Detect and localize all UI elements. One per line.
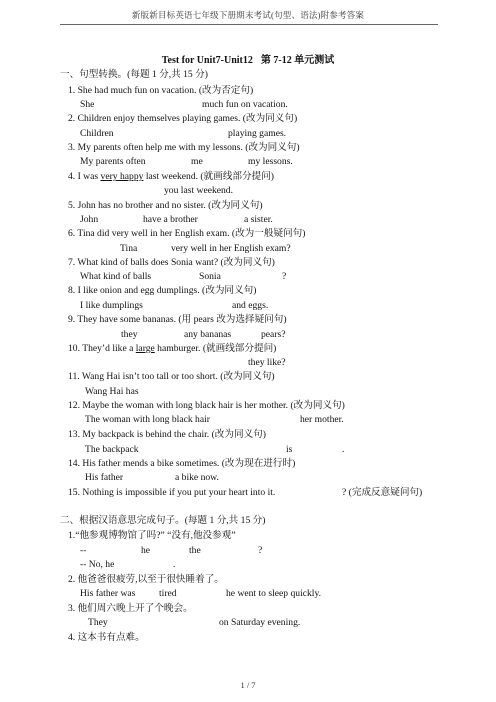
line-fragment: John [80, 214, 99, 225]
text-line: 1.“他参观博物馆了吗?” “没有,他没参观” [68, 530, 236, 541]
line-fragment: they [121, 329, 138, 340]
text-line [68, 171, 274, 183]
line-fragment: is [286, 444, 293, 455]
line-fragment: I like dumplings [80, 300, 143, 311]
line-fragment: he went to sleep quickly. [226, 588, 322, 599]
line-fragment: and eggs. [232, 300, 269, 311]
text-line: 12. Maybe the woman with long black hair is her mother. (改为同义句) [68, 400, 345, 411]
line-fragment: on Saturday evening. [219, 617, 301, 628]
line-fragment: -- No, he [80, 559, 115, 570]
text-line: Wang Hai has [85, 386, 139, 397]
text-line: 5. John has no brother and no sister. (改为同义句) [68, 200, 263, 211]
text-line: 1. She had much fun on vacation. (改为否定句) [68, 85, 254, 96]
line-fragment: pears? [261, 329, 286, 340]
text-line: they like? [248, 357, 286, 368]
text-line: 二、根据汉语意思完成句子。(每题 1 分,共 15 分) [60, 515, 266, 526]
line-fragment: a sister. [244, 214, 273, 225]
text-line [68, 343, 276, 355]
text-segment: last weekend. (就画线部分提问) [143, 171, 274, 182]
line-fragment: His father was [80, 588, 136, 599]
line-fragment: The backpack [85, 444, 139, 455]
text-segment: 4. I was [68, 171, 101, 182]
underlined-phrase: large [135, 343, 155, 354]
text-line: 14. His father mends a bike sometimes. (改为现在进行时) [68, 458, 296, 469]
line-fragment: me [191, 156, 203, 167]
line-fragment: Children [80, 128, 114, 139]
text-line: 9. They have some bananas. (用 pears 改为选择疑问句) [68, 314, 287, 325]
line-fragment: ? (完成反意疑问句) [342, 487, 423, 498]
text-line: 6. Tina did very well in her English exam. (改为一般疑问句) [68, 228, 306, 239]
line-fragment: 15. Nothing is impossible if you put your heart into it. [68, 487, 276, 498]
line-fragment: the [189, 545, 201, 556]
line-fragment: Tina [120, 243, 138, 254]
text-segment: 10. They’d like a [68, 343, 136, 354]
text-line: 4. 这本书有点难。 [68, 632, 145, 643]
text-line: 13. My backpack is behind the chair. (改为同义句) [68, 429, 266, 440]
title-cn: 第 7-12 单元测试 [260, 55, 335, 66]
header-rule [60, 24, 438, 25]
line-fragment: much fun on vacation. [202, 99, 288, 110]
line-fragment: a bike now. [175, 472, 219, 483]
line-fragment: His father [85, 472, 124, 483]
line-fragment: any bananas [184, 329, 232, 340]
text-line: 3. 他们周六晚上开了个晚会。 [68, 603, 193, 614]
text-line: you last weekend. [164, 185, 234, 196]
line-fragment: tired [159, 588, 177, 599]
text-line: 2. 他爸爸很疲劳,以至于很快睡着了。 [68, 574, 224, 585]
line-fragment: he [141, 545, 151, 556]
line-fragment: playing games. [228, 128, 287, 139]
line-fragment: What kind of balls [80, 271, 152, 282]
text-line: 7. What kind of balls does Sonia want? (改为同义句) [68, 257, 275, 268]
line-fragment: my lessons. [248, 156, 293, 167]
text-line: 2. Children enjoy themselves playing games. (改为同义句) [68, 113, 298, 124]
text-line: 11. Wang Hai isn’t too tall or too short. (改为同义句) [68, 371, 275, 382]
line-fragment: She [80, 99, 95, 110]
line-fragment: They [88, 617, 108, 628]
line-fragment: have a brother [143, 214, 198, 225]
line-fragment: ? [258, 545, 263, 556]
text-line: 3. My parents often help me with my lessons. (改为同义句) [68, 142, 300, 153]
line-fragment: -- [80, 545, 87, 556]
line-fragment: Sonia [199, 271, 221, 282]
page-number: 1 / 7 [240, 680, 256, 690]
document-title [0, 51, 496, 66]
text-line: 一、句型转换。(每题 1 分,共 15 分) [60, 69, 208, 80]
text-segment: hamburger. (就画线部分提问) [154, 343, 277, 354]
page-header: 新版新目标英语七年级下册期末考试(句型、语法)附参考答案 [131, 10, 365, 20]
underlined-phrase: very happy [100, 171, 144, 182]
line-fragment: very well in her English exam? [171, 243, 291, 254]
text-line: 8. I like onion and egg dumplings. (改为同义句) [68, 285, 257, 296]
line-fragment: her mother. [300, 414, 344, 425]
line-fragment: My parents often [80, 156, 146, 167]
title-en: Test for Unit7-Unit12 [161, 55, 253, 66]
line-fragment: ? [282, 271, 287, 282]
line-fragment: The woman with long black hair [85, 414, 210, 425]
line-fragment: . [342, 444, 345, 455]
line-fragment: . [173, 559, 176, 570]
